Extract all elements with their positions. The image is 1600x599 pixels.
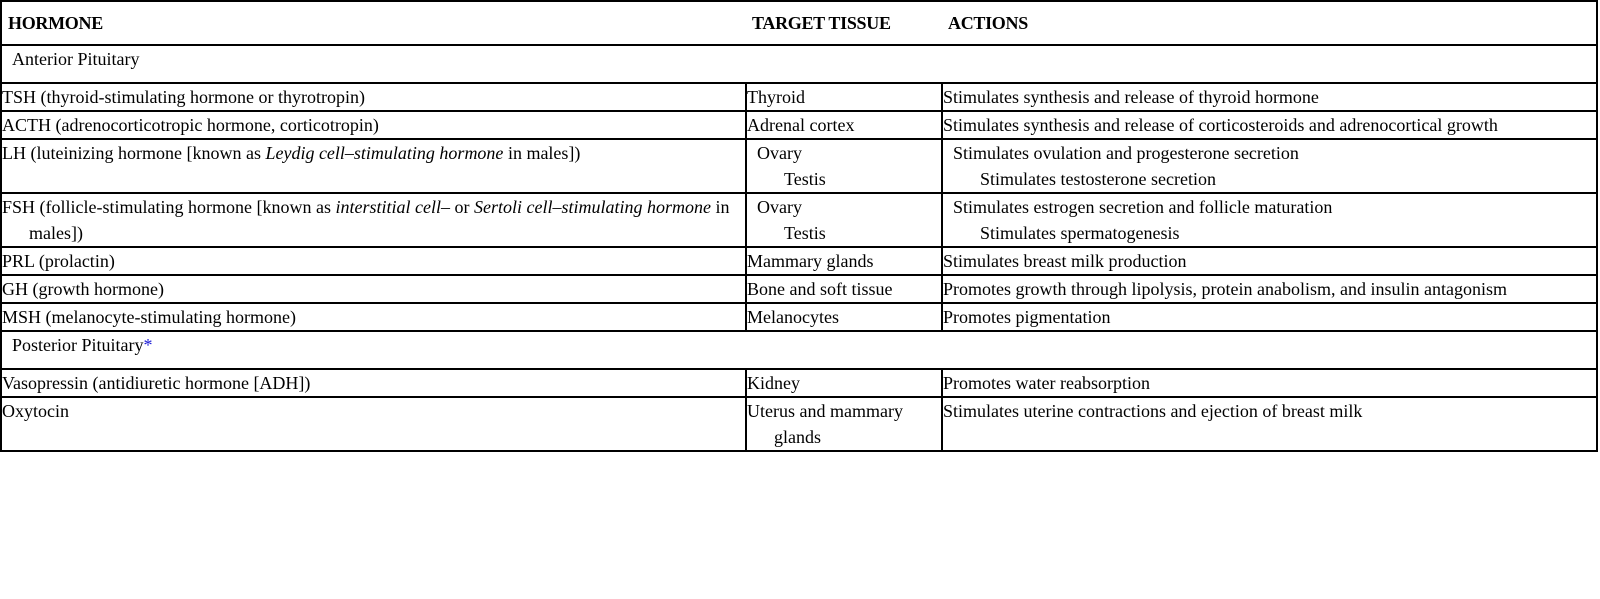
action-text: Stimulates ovulation and progesterone secretion	[953, 143, 1299, 163]
table-row-acth	[1, 111, 1597, 139]
table-row-msh	[1, 303, 1597, 331]
action-cell: Promotes pigmentation	[942, 303, 1597, 331]
hormone-cell: PRL (prolactin)	[1, 247, 746, 275]
footnote-marker[interactable]: *	[143, 335, 153, 355]
header-target-tissue: TARGET TISSUE	[746, 1, 942, 45]
hormone-cell: ACTH (adrenocorticotropic hormone, corticotropin)	[1, 111, 746, 139]
section-row-posterior	[1, 331, 1597, 369]
table-row-tsh	[1, 83, 1597, 111]
target-text: Ovary	[757, 197, 802, 217]
table-row-oxytocin	[1, 397, 1597, 451]
action-cell	[942, 193, 1597, 247]
hormone-text: in males])	[29, 197, 730, 243]
action-cell: Stimulates uterine contractions and ejection of breast milk	[942, 397, 1597, 451]
target-cell: Kidney	[746, 369, 942, 397]
table-row-prl	[1, 247, 1597, 275]
hormone-cell	[1, 193, 746, 247]
hormone-text: FSH (follicle-stimulating hormone [known as	[2, 197, 336, 217]
header-hormone: HORMONE	[1, 1, 746, 45]
target-cell: Adrenal cortex	[746, 111, 942, 139]
target-cell: Mammary glands	[746, 247, 942, 275]
section-title-posterior	[1, 331, 1597, 369]
action-cell	[942, 139, 1597, 193]
target-cell: Uterus and mammary glands	[746, 397, 942, 451]
action-cell: Stimulates breast milk production	[942, 247, 1597, 275]
header-row	[1, 1, 1597, 45]
target-subtext: Testis	[784, 169, 826, 189]
hormone-cell: Vasopressin (antidiuretic hormone [ADH])	[1, 369, 746, 397]
target-cell: Thyroid	[746, 83, 942, 111]
hormone-italic-text: Leydig cell–stimulating hormone	[265, 143, 504, 163]
action-subtext: Stimulates testosterone secretion	[980, 169, 1216, 189]
hormone-cell: GH (growth hormone)	[1, 275, 746, 303]
hormone-text: or	[449, 197, 474, 217]
header-actions: ACTIONS	[942, 1, 1597, 45]
hormone-text: in males])	[503, 143, 581, 163]
target-cell	[746, 193, 942, 247]
table-row-fsh	[1, 193, 1597, 247]
action-cell: Promotes growth through lipolysis, protein anabolism, and insulin antagonism	[942, 275, 1597, 303]
target-subtext: Testis	[784, 223, 826, 243]
hormone-cell	[1, 139, 746, 193]
target-cell: Melanocytes	[746, 303, 942, 331]
table-row-vasopressin	[1, 369, 1597, 397]
hormone-cell: MSH (melanocyte-stimulating hormone)	[1, 303, 746, 331]
table-row-lh	[1, 139, 1597, 193]
action-subtext: Stimulates spermatogenesis	[980, 223, 1180, 243]
action-cell: Stimulates synthesis and release of corticosteroids and adrenocortical growth	[942, 111, 1597, 139]
action-cell: Promotes water reabsorption	[942, 369, 1597, 397]
section-title-text: Posterior Pituitary	[12, 335, 144, 355]
action-text: Stimulates estrogen secretion and follicle maturation	[953, 197, 1333, 217]
target-text: Ovary	[757, 143, 802, 163]
hormone-italic-text: interstitial cell–	[335, 197, 450, 217]
table-row-gh	[1, 275, 1597, 303]
section-row-anterior	[1, 45, 1597, 83]
hormone-cell: Oxytocin	[1, 397, 746, 451]
section-title-anterior: Anterior Pituitary	[1, 45, 1597, 83]
hormone-text: LH (luteinizing hormone [known as	[2, 143, 266, 163]
action-cell: Stimulates synthesis and release of thyroid hormone	[942, 83, 1597, 111]
hormone-cell: TSH (thyroid-stimulating hormone or thyrotropin)	[1, 83, 746, 111]
hormone-italic-text: Sertoli cell–stimulating hormone	[473, 197, 711, 217]
target-cell	[746, 139, 942, 193]
target-cell: Bone and soft tissue	[746, 275, 942, 303]
